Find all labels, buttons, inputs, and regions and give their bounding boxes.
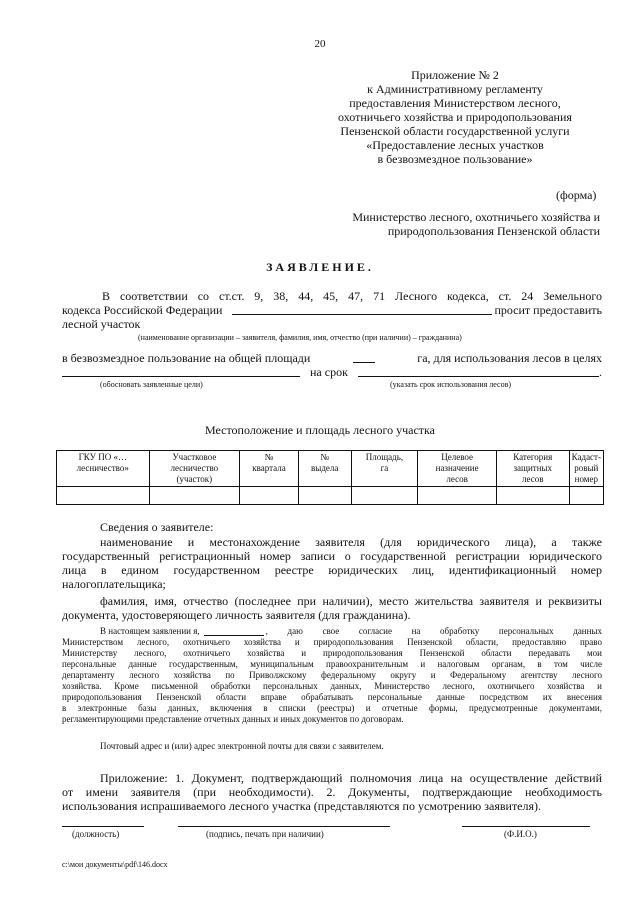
- table-header-cell: № квартала: [240, 451, 299, 487]
- field-hint: (указать срок использования лесов): [390, 380, 512, 389]
- table-cell[interactable]: [351, 487, 418, 505]
- intro-row: [62, 351, 602, 365]
- applicant-heading: Сведения о заявителе:: [100, 520, 214, 534]
- name-label: (Ф.И.О.): [504, 829, 537, 839]
- table-cell[interactable]: [298, 487, 351, 505]
- table-cell[interactable]: [57, 487, 150, 505]
- document-title: ЗАЯВЛЕНИЕ.: [266, 260, 374, 274]
- field-hint: (наименование организации – заявителя, фамилия, имя, отчество (при наличии) – гражданина): [138, 333, 462, 342]
- annex-line: к Административному регламенту: [367, 82, 543, 96]
- intro-text: [62, 289, 602, 303]
- location-table: [56, 450, 604, 505]
- intro-line: кодекса Российской Федерации: [62, 303, 223, 317]
- table-cell[interactable]: [149, 487, 240, 505]
- applicant-name-field[interactable]: [232, 303, 492, 315]
- intro-line: .: [599, 365, 602, 379]
- table-cell[interactable]: [569, 487, 603, 505]
- term-field[interactable]: [358, 365, 599, 377]
- annex-line: Приложение № 2: [411, 68, 499, 82]
- table-cell[interactable]: [496, 487, 569, 505]
- ministry-line: Министерство лесного, охотничьего хозяйства и: [352, 210, 600, 224]
- table-header-cell: Кадаст- ровый номер: [569, 451, 603, 487]
- ministry-line: природопользования Пензенской области: [387, 224, 600, 238]
- location-title: Местоположение и площадь лесного участка: [205, 423, 435, 437]
- table-cell[interactable]: [240, 487, 299, 505]
- consent-name-field[interactable]: [204, 626, 264, 636]
- consent-paragraph: В настоящем заявлении я, , даю свое согласие на обработку персональных данных Министерством лесного, охотничьего хозяйства и природопользования Пензенской области, предоставляю право Министерству лесного, охотничьего хозяйства и природопользования Пензенской области передавать мои персональные данные государственным, муниципальным правоохранительным и налоговым органам, в том числе департаменту лесного хозяйства по Приволжскому федеральному округу и Федеральному агентству лесного хозяйства. Кроме письменной обработки персональных данных, Министерство лесного, охотничьего хозяйства и природопользования Пензенской области вправе обрабатывать персональные данные посредством их внесения в электронные базы данных, включения в списки (реестры) и отчетные формы, предусмотренные документами, регламентирующими представление отчетных данных и иных документов по договорам.: [62, 626, 602, 724]
- applicant-paragraph-1: наименование и местонахождение заявителя (для юридического лица), а также государственный регистрационный номер записи о государственной регистрации юридического лица в едином государственном реестре юридических лиц, идентификационный номер налогоплательщика;: [62, 535, 602, 591]
- intro-line: просит предоставить: [494, 303, 602, 317]
- signature-label: (подпись, печать при наличии): [206, 829, 324, 839]
- table-header-cell: Площадь, га: [351, 451, 418, 487]
- intro-line: га, для использования лесов в целях: [417, 351, 602, 365]
- intro-line: на срок: [310, 365, 348, 379]
- intro-row: [62, 365, 602, 379]
- form-label: (форма): [556, 188, 597, 202]
- table-header-cell: Целевое назначение лесов: [418, 451, 497, 487]
- ministry-addressee: [330, 210, 600, 238]
- attachment-paragraph: Приложение: 1. Документ, подтверждающий полномочия лица на осуществление действий от имени заявителя (при необходимости). 2. Документы, подтверждающие необходимость использования испрашиваемого лесного участка (представляются по усмотрению заявителя).: [62, 771, 602, 813]
- intro-line: лесной участок: [62, 317, 141, 331]
- signature-line[interactable]: [178, 826, 390, 827]
- annex-line: охотничьего хозяйства и природопользования: [338, 110, 572, 124]
- name-signature-line[interactable]: [462, 826, 590, 827]
- annex-line: «Предоставление лесных участков: [366, 138, 544, 152]
- table-header-row: [57, 451, 604, 487]
- intro-line: в безвозмездное пользование на общей площади: [62, 351, 311, 365]
- table-header-cell: Участковое лесничество (участок): [149, 451, 240, 487]
- table-header-cell: ГКУ ПО «… лесничество»: [57, 451, 150, 487]
- position-signature-line[interactable]: [62, 826, 144, 827]
- purpose-field[interactable]: [62, 365, 300, 377]
- annex-block: [330, 68, 580, 166]
- intro-row: [62, 303, 602, 317]
- annex-line: предоставления Министерством лесного,: [349, 96, 561, 110]
- table-header-cell: № выдела: [298, 451, 351, 487]
- applicant-paragraph-2: фамилия, имя, отчество (последнее при наличии), место жительства заявителя и реквизиты документа, удостоверяющего личность заявителя (для гражданина).: [62, 594, 602, 622]
- field-hint: (обосновать заявленные цели): [100, 380, 203, 389]
- file-path-footer: c:\мои документы\pdf\146.docx: [62, 860, 168, 869]
- annex-line: Пензенской области государственной услуги: [340, 124, 570, 138]
- postal-address-note: Почтовый адрес и (или) адрес электронной почты для связи с заявителем.: [100, 741, 384, 751]
- page-number: 20: [314, 38, 326, 50]
- table-row: [57, 487, 604, 505]
- area-field[interactable]: [353, 351, 375, 363]
- table-cell[interactable]: [418, 487, 497, 505]
- annex-line: в безвозмездное пользование»: [377, 152, 533, 166]
- table-header-cell: Категория защитных лесов: [496, 451, 569, 487]
- position-label: (должность): [72, 829, 120, 839]
- intro-line: В соответствии со ст.ст. 9, 38, 44, 45, 47, 71 Лесного кодекса, ст. 24 Земельного: [102, 289, 602, 303]
